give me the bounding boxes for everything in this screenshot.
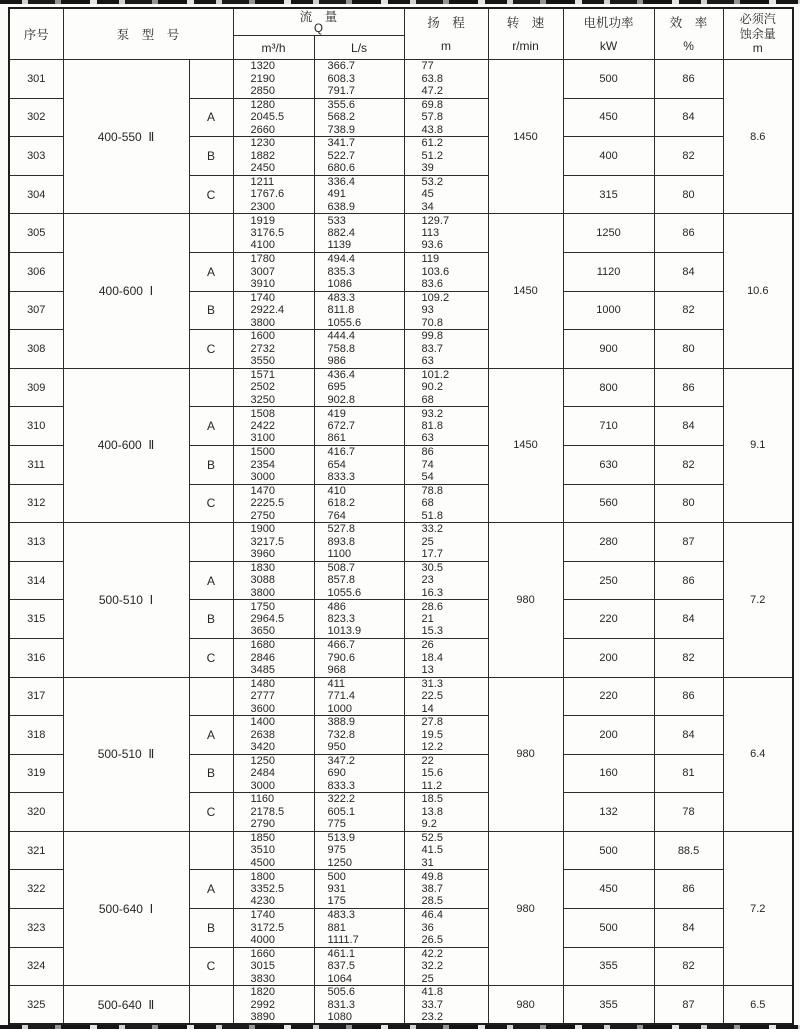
flow-ls-cell: 341.7 522.7 680.6	[314, 137, 404, 176]
efficiency-cell: 82	[654, 291, 723, 330]
variant-cell	[189, 523, 233, 562]
table-row	[9, 60, 793, 99]
power-cell: 560	[563, 484, 654, 523]
head-cell: 69.8 57.8 43.8	[404, 98, 488, 137]
power-cell: 500	[563, 60, 654, 99]
head-cell: 52.5 41.5 31	[404, 831, 488, 870]
efficiency-cell: 82	[654, 137, 723, 176]
flow-ls-cell: 347.2 690 833.3	[314, 754, 404, 793]
seq-cell: 309	[9, 368, 63, 407]
efficiency-cell: 86	[654, 677, 723, 716]
head-cell: 93.2 81.8 63	[404, 407, 488, 446]
flow-ls-cell: 419 672.7 861	[314, 407, 404, 446]
variant-cell: C	[189, 330, 233, 369]
table-row	[9, 368, 793, 407]
power-cell: 630	[563, 445, 654, 484]
efficiency-cell: 84	[654, 407, 723, 446]
npsh-title-line1: 必须汽	[739, 12, 776, 27]
power-cell: 1000	[563, 291, 654, 330]
efficiency-cell: 84	[654, 600, 723, 639]
variant-cell	[189, 368, 233, 407]
seq-cell: 308	[9, 330, 63, 369]
col-header-model: 泵 型 号	[63, 8, 233, 60]
power-cell: 900	[563, 330, 654, 369]
flow-symbol: Q	[314, 23, 323, 35]
flow-m3h-cell: 1480 2777 3600	[233, 677, 314, 716]
flow-ls-cell: 500 931 175	[314, 870, 404, 909]
flow-ls-cell: 410 618.2 764	[314, 484, 404, 523]
flow-m3h-cell: 1508 2422 3100	[233, 407, 314, 446]
head-cell: 18.5 13.8 9.2	[404, 793, 488, 832]
flow-ls-cell: 494.4 835.3 1086	[314, 252, 404, 291]
efficiency-cell: 84	[654, 716, 723, 755]
head-cell: 129.7 113 93.6	[404, 214, 488, 253]
efficiency-cell: 82	[654, 947, 723, 986]
head-cell: 53.2 45 34	[404, 175, 488, 214]
variant-cell: C	[189, 947, 233, 986]
seq-cell: 310	[9, 407, 63, 446]
flow-m3h-cell: 1500 2354 3000	[233, 445, 314, 484]
speed-cell: 980	[488, 523, 563, 677]
power-cell: 450	[563, 98, 654, 137]
seq-cell: 301	[9, 60, 63, 99]
scan-artifact-bottom	[0, 1025, 800, 1029]
head-cell: 30.5 23 16.3	[404, 561, 488, 600]
head-cell: 22 15.6 11.2	[404, 754, 488, 793]
variant-cell: A	[189, 561, 233, 600]
variant-cell: A	[189, 98, 233, 137]
flow-m3h-cell: 1919 3176.5 4100	[233, 214, 314, 253]
seq-cell: 312	[9, 484, 63, 523]
flow-m3h-cell: 1740 2922.4 3800	[233, 291, 314, 330]
variant-cell: A	[189, 716, 233, 755]
flow-ls-cell: 436.4 695 902.8	[314, 368, 404, 407]
head-cell: 99.8 83.7 63	[404, 330, 488, 369]
seq-cell: 325	[9, 986, 63, 1025]
power-cell: 710	[563, 407, 654, 446]
variant-cell: B	[189, 754, 233, 793]
seq-cell: 324	[9, 947, 63, 986]
flow-ls-cell: 416.7 654 833.3	[314, 445, 404, 484]
variant-cell	[189, 214, 233, 253]
flow-ls-cell: 527.8 893.8 1100	[314, 523, 404, 562]
power-cell: 132	[563, 793, 654, 832]
flow-m3h-cell: 1780 3007 3910	[233, 252, 314, 291]
seq-cell: 303	[9, 137, 63, 176]
col-header-power	[563, 8, 654, 60]
model-cell: 400-600 Ⅱ	[63, 368, 189, 522]
flow-m3h-cell: 1280 2045.5 2660	[233, 98, 314, 137]
variant-cell	[189, 677, 233, 716]
flow-m3h-cell: 1250 2484 3000	[233, 754, 314, 793]
speed-cell: 980	[488, 831, 563, 985]
seq-cell: 318	[9, 716, 63, 755]
flow-ls-cell: 508.7 857.8 1055.6	[314, 561, 404, 600]
flow-m3h-cell: 1400 2638 3420	[233, 716, 314, 755]
head-cell: 78.8 68 51.8	[404, 484, 488, 523]
flow-m3h-cell: 1160 2178.5 2790	[233, 793, 314, 832]
model-cell: 500-640 Ⅱ	[63, 986, 189, 1025]
flow-ls-cell: 322.2 605.1 775	[314, 793, 404, 832]
flow-ls-cell: 336.4 491 638.9	[314, 175, 404, 214]
table-row	[9, 214, 793, 253]
table-header	[9, 8, 793, 60]
efficiency-cell: 84	[654, 98, 723, 137]
model-cell: 500-640 Ⅰ	[63, 831, 189, 985]
power-cell: 315	[563, 175, 654, 214]
seq-cell: 302	[9, 98, 63, 137]
flow-m3h-cell: 1830 3088 3800	[233, 561, 314, 600]
efficiency-cell: 82	[654, 638, 723, 677]
seq-cell: 304	[9, 175, 63, 214]
seq-cell: 319	[9, 754, 63, 793]
variant-cell: A	[189, 407, 233, 446]
efficiency-cell: 86	[654, 561, 723, 600]
head-cell: 49.8 38.7 28.5	[404, 870, 488, 909]
variant-cell: C	[189, 638, 233, 677]
table-row	[9, 677, 793, 716]
head-cell: 27.8 19.5 12.2	[404, 716, 488, 755]
npsh-cell: 7.2	[723, 831, 793, 985]
flow-m3h-cell: 1571 2502 3250	[233, 368, 314, 407]
seq-cell: 322	[9, 870, 63, 909]
seq-cell: 314	[9, 561, 63, 600]
efficiency-title: 效 率	[669, 15, 708, 30]
npsh-cell: 9.1	[723, 368, 793, 522]
flow-ls-cell: 466.7 790.6 968	[314, 638, 404, 677]
head-unit: m	[441, 38, 452, 53]
flow-ls-cell: 513.9 975 1250	[314, 831, 404, 870]
seq-cell: 323	[9, 909, 63, 948]
npsh-cell: 8.6	[723, 60, 793, 214]
variant-cell: A	[189, 870, 233, 909]
table-row	[9, 523, 793, 562]
flow-ls-cell: 366.7 608.3 791.7	[314, 60, 404, 99]
flow-m3h-cell: 1750 2964.5 3650	[233, 600, 314, 639]
variant-cell: B	[189, 291, 233, 330]
flow-m3h-cell: 1660 3015 3830	[233, 947, 314, 986]
seq-cell: 313	[9, 523, 63, 562]
col-header-seq: 序号	[9, 8, 63, 60]
efficiency-cell: 84	[654, 252, 723, 291]
power-cell: 500	[563, 909, 654, 948]
power-cell: 450	[563, 870, 654, 909]
seq-cell: 321	[9, 831, 63, 870]
efficiency-cell: 81	[654, 754, 723, 793]
efficiency-cell: 87	[654, 523, 723, 562]
npsh-cell: 7.2	[723, 523, 793, 677]
efficiency-cell: 86	[654, 368, 723, 407]
power-cell: 355	[563, 947, 654, 986]
speed-title: 转 速	[506, 15, 545, 30]
efficiency-cell: 78	[654, 793, 723, 832]
flow-m3h-cell: 1850 3510 4500	[233, 831, 314, 870]
variant-cell: B	[189, 600, 233, 639]
power-cell: 220	[563, 677, 654, 716]
variant-cell: C	[189, 175, 233, 214]
efficiency-cell: 80	[654, 330, 723, 369]
variant-cell: B	[189, 137, 233, 176]
efficiency-cell: 86	[654, 214, 723, 253]
variant-cell: C	[189, 484, 233, 523]
efficiency-cell: 86	[654, 60, 723, 99]
power-cell: 355	[563, 986, 654, 1025]
flow-ls-cell: 461.1 837.5 1064	[314, 947, 404, 986]
variant-cell	[189, 60, 233, 99]
flow-ls-cell: 486 823.3 1013.9	[314, 600, 404, 639]
npsh-unit: m	[752, 41, 763, 56]
power-cell: 280	[563, 523, 654, 562]
flow-title: 流 量	[299, 10, 338, 24]
power-cell: 400	[563, 137, 654, 176]
efficiency-cell: 84	[654, 909, 723, 948]
power-cell: 200	[563, 716, 654, 755]
flow-m3h-cell: 1230 1882 2450	[233, 137, 314, 176]
model-cell: 500-510 Ⅰ	[63, 523, 189, 677]
efficiency-cell: 80	[654, 484, 723, 523]
col-header-speed	[488, 8, 563, 60]
pump-spec-table	[8, 7, 794, 1025]
npsh-cell: 10.6	[723, 214, 793, 368]
power-title: 电机功率	[583, 15, 634, 30]
scan-artifact-top	[0, 0, 800, 4]
head-cell: 41.8 33.7 23.2	[404, 986, 488, 1025]
efficiency-cell: 80	[654, 175, 723, 214]
col-header-efficiency	[654, 8, 723, 60]
flow-m3h-cell: 1211 1767.6 2300	[233, 175, 314, 214]
efficiency-cell: 88.5	[654, 831, 723, 870]
head-cell: 86 74 54	[404, 445, 488, 484]
flow-ls-cell: 483.3 811.8 1055.6	[314, 291, 404, 330]
power-cell: 250	[563, 561, 654, 600]
head-cell: 119 103.6 83.6	[404, 252, 488, 291]
efficiency-cell: 87	[654, 986, 723, 1025]
seq-cell: 317	[9, 677, 63, 716]
col-header-npsh	[723, 8, 793, 60]
head-cell: 61.2 51.2 39	[404, 137, 488, 176]
speed-cell: 980	[488, 986, 563, 1025]
head-title: 扬 程	[427, 15, 465, 30]
speed-cell: 1450	[488, 368, 563, 522]
npsh-cell: 6.5	[723, 986, 793, 1025]
speed-cell: 1450	[488, 214, 563, 368]
efficiency-unit: %	[683, 38, 694, 53]
head-cell: 46.4 36 26.5	[404, 909, 488, 948]
head-cell: 109.2 93 70.8	[404, 291, 488, 330]
table-row	[9, 986, 793, 1025]
col-header-flow	[233, 8, 404, 36]
power-cell: 500	[563, 831, 654, 870]
flow-ls-cell: 411 771.4 1000	[314, 677, 404, 716]
flow-m3h-cell: 1820 2992 3890	[233, 986, 314, 1025]
variant-cell	[189, 986, 233, 1025]
flow-m3h-cell: 1470 2225.5 2750	[233, 484, 314, 523]
flow-m3h-cell: 1680 2846 3485	[233, 638, 314, 677]
variant-cell	[189, 831, 233, 870]
power-unit: kW	[599, 38, 618, 53]
speed-cell: 980	[488, 677, 563, 831]
variant-cell: A	[189, 252, 233, 291]
flow-m3h-cell: 1600 2732 3550	[233, 330, 314, 369]
table-row	[9, 831, 793, 870]
seq-cell: 306	[9, 252, 63, 291]
col-header-ls: L/s	[314, 36, 404, 60]
head-cell: 42.2 32.2 25	[404, 947, 488, 986]
variant-cell: B	[189, 445, 233, 484]
head-cell: 28.6 21 15.3	[404, 600, 488, 639]
flow-ls-cell: 444.4 758.8 986	[314, 330, 404, 369]
speed-cell: 1450	[488, 60, 563, 214]
flow-m3h-cell: 1320 2190 2850	[233, 60, 314, 99]
seq-cell: 320	[9, 793, 63, 832]
seq-cell: 316	[9, 638, 63, 677]
variant-cell: B	[189, 909, 233, 948]
flow-ls-cell: 533 882.4 1139	[314, 214, 404, 253]
model-cell: 500-510 Ⅱ	[63, 677, 189, 831]
flow-ls-cell: 355.6 568.2 738.9	[314, 98, 404, 137]
power-cell: 220	[563, 600, 654, 639]
head-cell: 77 63.8 47.2	[404, 60, 488, 99]
power-cell: 160	[563, 754, 654, 793]
head-cell: 31.3 22.5 14	[404, 677, 488, 716]
head-cell: 101.2 90.2 68	[404, 368, 488, 407]
flow-ls-cell: 388.9 732.8 950	[314, 716, 404, 755]
efficiency-cell: 86	[654, 870, 723, 909]
seq-cell: 305	[9, 214, 63, 253]
head-cell: 33.2 25 17.7	[404, 523, 488, 562]
efficiency-cell: 82	[654, 445, 723, 484]
flow-m3h-cell: 1740 3172.5 4000	[233, 909, 314, 948]
flow-m3h-cell: 1900 3217.5 3960	[233, 523, 314, 562]
model-cell: 400-600 Ⅰ	[63, 214, 189, 368]
power-cell: 1250	[563, 214, 654, 253]
power-cell: 800	[563, 368, 654, 407]
flow-ls-cell: 483.3 881 1111.7	[314, 909, 404, 948]
variant-cell: C	[189, 793, 233, 832]
model-cell: 400-550 Ⅱ	[63, 60, 189, 214]
pump-table-body	[9, 60, 793, 1025]
col-header-head	[404, 8, 488, 60]
power-cell: 1120	[563, 252, 654, 291]
npsh-title-line2: 蚀余量	[739, 26, 776, 41]
flow-m3h-cell: 1800 3352.5 4230	[233, 870, 314, 909]
flow-ls-cell: 505.6 831.3 1080	[314, 986, 404, 1025]
seq-cell: 307	[9, 291, 63, 330]
head-cell: 26 18.4 13	[404, 638, 488, 677]
power-cell: 200	[563, 638, 654, 677]
seq-cell: 315	[9, 600, 63, 639]
seq-cell: 311	[9, 445, 63, 484]
speed-unit: r/min	[512, 38, 539, 53]
npsh-cell: 6.4	[723, 677, 793, 831]
col-header-m3h: m³/h	[233, 36, 314, 60]
